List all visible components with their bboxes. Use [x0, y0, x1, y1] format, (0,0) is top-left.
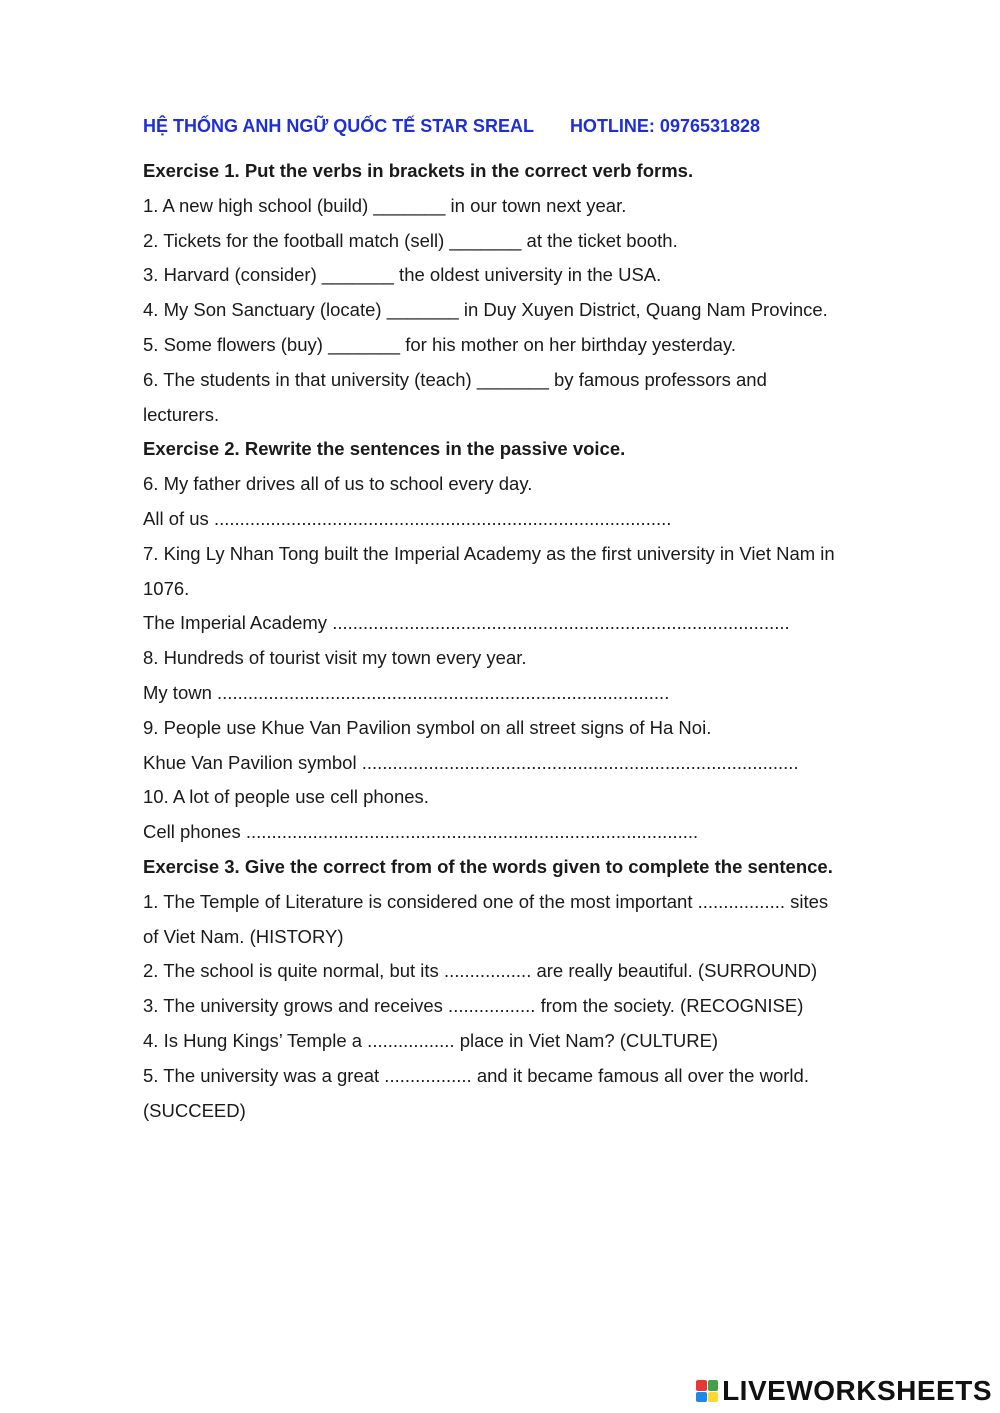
worksheet-line: 9. People use Khue Van Pavilion symbol on all street signs of Ha Noi.	[143, 716, 712, 738]
hotline: HOTLINE: 0976531828	[569, 116, 761, 136]
worksheet-line: Cell phones ........................................................................................	[143, 821, 699, 843]
exercise-heading: Exercise 1. Put the verbs in brackets in the correct verb forms.	[143, 160, 694, 181]
worksheet-line: lecturers.	[143, 403, 220, 425]
worksheet-line: 6. The students in that university (teach) _______ by famous professors and	[143, 368, 767, 390]
logo-square	[708, 1380, 719, 1391]
worksheet-line: All of us .........................................................................................	[143, 507, 672, 529]
worksheet-line: The Imperial Academy .........................................................................................	[143, 612, 790, 634]
worksheet-line: 1076.	[143, 577, 190, 599]
worksheet-line: 4. Is Hung Kings’ Temple a ................. place in Viet Nam? (CULTURE)	[143, 1029, 719, 1051]
worksheet-line: 1. The Temple of Literature is considered one of the most important ................. sites	[143, 890, 829, 912]
worksheet-line: of Viet Nam. (HISTORY)	[143, 925, 344, 947]
worksheet-line: (SUCCEED)	[143, 1099, 246, 1121]
worksheet-line: 3. Harvard (consider) _______ the oldest university in the USA.	[143, 264, 662, 286]
worksheet-line: 2. Tickets for the football match (sell) _______ at the ticket booth.	[143, 229, 678, 251]
exercise-heading: Exercise 3. Give the correct from of the words given to complete the sentence.	[143, 855, 833, 877]
exercise-heading: Exercise 2. Rewrite the sentences in the passive voice.	[143, 438, 626, 460]
worksheet-line: 4. My Son Sanctuary (locate) _______ in Duy Xuyen District, Quang Nam Province.	[143, 299, 828, 321]
worksheet-line: 5. The university was a great ................. and it became famous all over the world.	[143, 1064, 809, 1086]
logo-square	[696, 1380, 707, 1391]
worksheet-line: 5. Some flowers (buy) _______ for his mother on her birthday yesterday.	[143, 333, 736, 355]
worksheet-line: 10. A lot of people use cell phones.	[143, 786, 429, 808]
worksheet-line: 7. King Ly Nhan Tong built the Imperial Academy as the first university in Viet Nam in	[143, 542, 835, 564]
header	[143, 116, 760, 137]
logo-text: LIVEWORKSHEETS	[722, 1375, 992, 1406]
worksheet-line: 1. A new high school (build) _______ in our town next year.	[143, 194, 627, 216]
worksheet-line: Khue Van Pavilion symbol .....................................................................................	[143, 751, 799, 773]
logo-square	[708, 1392, 719, 1403]
logo-icon	[696, 1380, 718, 1402]
worksheet-line: My town ........................................................................................	[143, 681, 670, 703]
worksheet-line: 6. My father drives all of us to school every day.	[143, 473, 533, 495]
exercise-content	[143, 154, 913, 1128]
worksheet-line: 8. Hundreds of tourist visit my town every year.	[143, 647, 527, 669]
liveworksheets-logo	[696, 1375, 992, 1407]
worksheet-line: 3. The university grows and receives ................. from the society. (RECOGNISE)	[143, 995, 804, 1017]
school-name: HỆ THỐNG ANH NGỮ QUỐC TẾ STAR SREAL	[143, 116, 534, 136]
worksheet-line: 2. The school is quite normal, but its ................. are really beautiful. (SURROUND)	[143, 960, 818, 982]
logo-square	[696, 1392, 707, 1403]
